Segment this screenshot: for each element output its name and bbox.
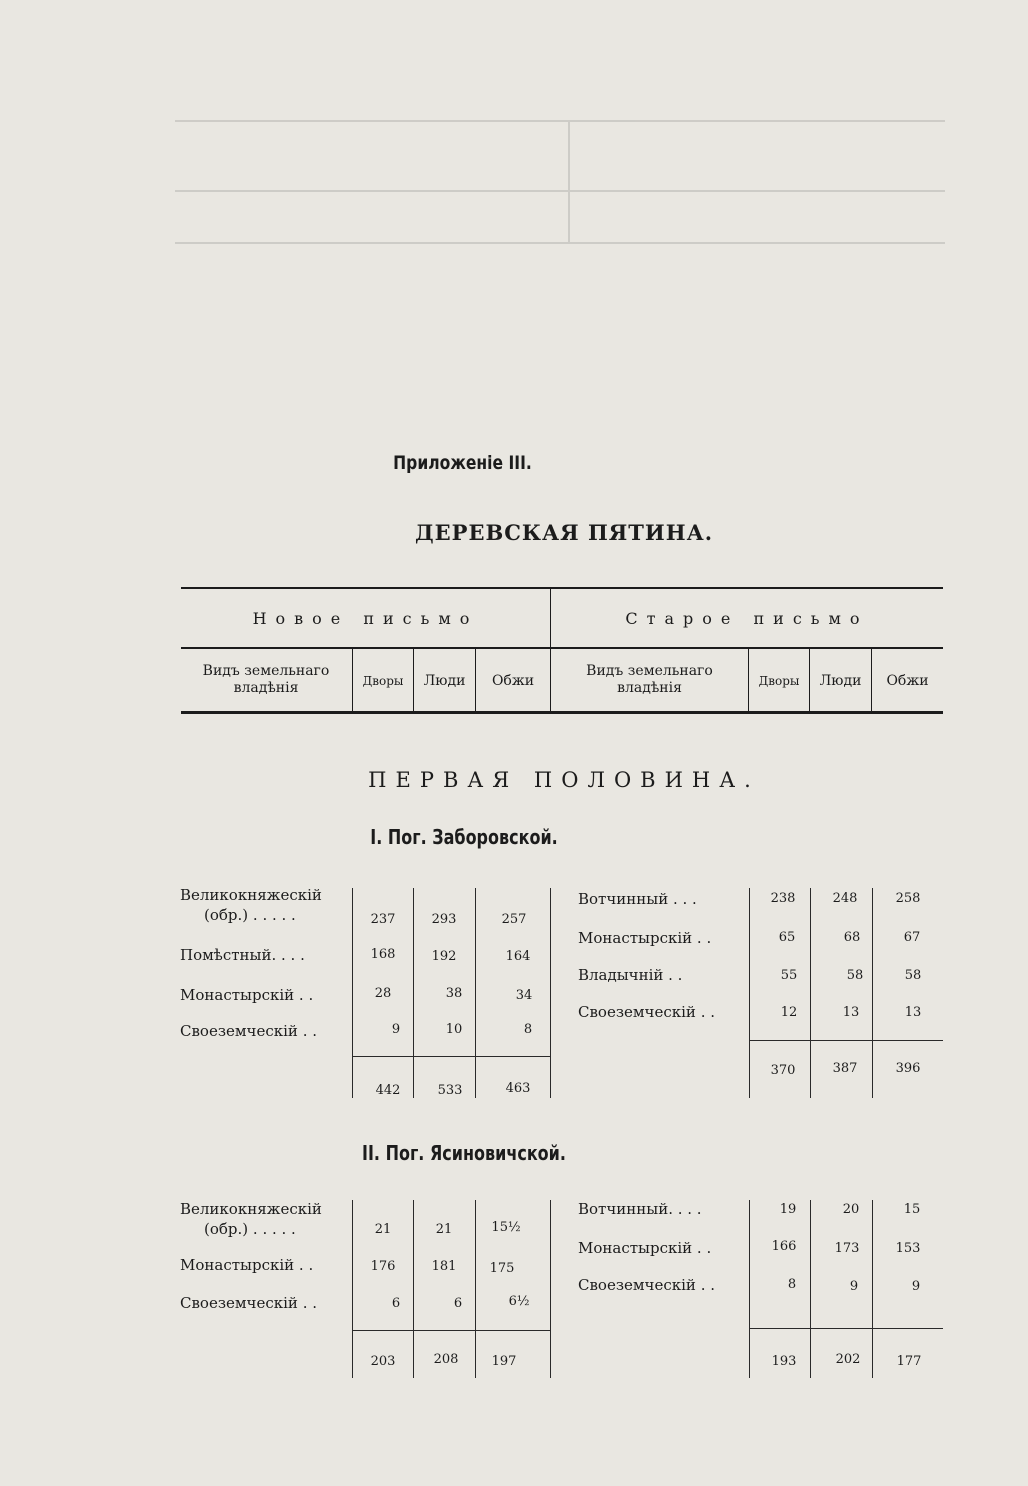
- old-lyudi-cell: 173: [834, 1241, 860, 1256]
- new-lyudi-cell: 6: [453, 1296, 463, 1311]
- old-obzhi-cell: 9: [911, 1279, 921, 1294]
- section-title: I. Пог. Заборовской.: [370, 825, 558, 849]
- new-dvory-cell: 21: [374, 1222, 392, 1237]
- row-label-cont: (обр.) . . . . .: [204, 1220, 296, 1238]
- old-lyudi-cell: 13: [842, 1005, 860, 1020]
- row-label: Своеземческій . .: [578, 1276, 715, 1294]
- old-dvory-cell: 65: [778, 930, 796, 945]
- new-obzhi-cell: 34: [515, 988, 533, 1003]
- old-obzhi-cell: 153: [895, 1241, 921, 1256]
- new-total-dvory: 442: [375, 1083, 401, 1098]
- row-label: Своеземческій . .: [180, 1294, 317, 1312]
- old-total-obzhi: 396: [895, 1061, 921, 1076]
- new-dvory-cell: 237: [370, 912, 396, 927]
- old-dvory-cell: 12: [780, 1005, 798, 1020]
- old-total-dvory: 370: [770, 1063, 796, 1078]
- bleed-through: [175, 110, 945, 560]
- old-total-lyudi: 202: [835, 1352, 861, 1367]
- new-total-obzhi: 463: [505, 1081, 531, 1096]
- row-label: Монастырскій . .: [578, 929, 712, 947]
- new-obzhi-cell: 15½: [491, 1220, 521, 1235]
- old-total-lyudi: 387: [832, 1061, 858, 1076]
- row-label: Вотчинный. . . .: [578, 1200, 702, 1218]
- appendix-title: Приложенiе III.: [393, 452, 532, 474]
- pyatina-title: ДЕРЕВСКАЯ ПЯТИНА.: [414, 520, 714, 545]
- old-obzhi-cell: 13: [904, 1005, 922, 1020]
- old-obzhi-cell: 258: [895, 891, 921, 906]
- old-total-obzhi: 177: [896, 1354, 922, 1369]
- old-dvory-cell: 55: [780, 968, 798, 983]
- new-lyudi-cell: 38: [445, 986, 463, 1001]
- new-lyudi-cell: 10: [445, 1022, 463, 1037]
- row-label: Монастырскій . .: [180, 986, 314, 1004]
- new-dvory-cell: 176: [370, 1259, 396, 1274]
- half-title: ПЕРВАЯ ПОЛОВИНА.: [368, 768, 760, 792]
- row-label: Помѣстный. . . .: [180, 946, 305, 964]
- old-total-dvory: 193: [771, 1354, 797, 1369]
- new-lyudi-heading: Люди: [423, 673, 466, 689]
- old-obzhi-cell: 15: [903, 1202, 921, 1217]
- old-lyudi-cell: 248: [832, 891, 858, 906]
- new-dvory-cell: 168: [370, 947, 396, 962]
- old-lyudi-cell: 68: [843, 930, 861, 945]
- old-letter-heading: Старое письмо: [625, 609, 869, 628]
- new-dvory-heading: Дворы: [362, 674, 404, 688]
- old-dvory-cell: 8: [787, 1277, 797, 1292]
- old-dvory-cell: 238: [770, 891, 796, 906]
- new-obzhi-cell: 6½: [508, 1294, 530, 1309]
- new-obzhi-cell: 175: [489, 1261, 515, 1276]
- new-total-lyudi: 533: [437, 1083, 463, 1098]
- new-lyudi-cell: 192: [431, 949, 457, 964]
- old-lyudi-cell: 20: [842, 1202, 860, 1217]
- new-lyudi-cell: 293: [431, 912, 457, 927]
- old-dvory-cell: 166: [771, 1239, 797, 1254]
- old-lyudi-cell: 58: [846, 968, 864, 983]
- new-obzhi-cell: 164: [505, 949, 531, 964]
- column-header: [181, 587, 943, 715]
- new-obzhi-heading: Обжи: [491, 673, 535, 689]
- new-dvory-cell: 6: [391, 1296, 401, 1311]
- old-obzhi-cell: 67: [903, 930, 921, 945]
- row-label: Владычній . .: [578, 966, 683, 984]
- row-label-cont: (обр.) . . . . .: [204, 906, 296, 924]
- new-obzhi-cell: 8: [523, 1022, 533, 1037]
- old-dvory-heading: Дворы: [758, 674, 800, 688]
- row-label: Своеземческій . .: [180, 1022, 317, 1040]
- new-lyudi-cell: 181: [431, 1259, 457, 1274]
- old-obzhi-heading: Обжи: [886, 673, 929, 689]
- old-lyudi-heading: Люди: [819, 673, 862, 689]
- old-dvory-cell: 19: [779, 1202, 797, 1217]
- new-letter-heading: Новое письмо: [252, 609, 479, 628]
- old-lyudi-cell: 9: [849, 1279, 859, 1294]
- section-title: II. Пог. Ясиновичской.: [362, 1141, 566, 1165]
- new-total-lyudi: 208: [433, 1352, 459, 1367]
- row-label: Великокняжескій: [180, 1200, 322, 1218]
- new-total-dvory: 203: [370, 1354, 396, 1369]
- old-obzhi-cell: 58: [904, 968, 922, 983]
- new-lyudi-cell: 21: [435, 1222, 453, 1237]
- row-label: Своеземческій . .: [578, 1003, 715, 1021]
- new-dvory-cell: 28: [374, 986, 392, 1001]
- row-label: Монастырскій . .: [180, 1256, 314, 1274]
- new-obzhi-cell: 257: [501, 912, 527, 927]
- row-label: Великокняжескій: [180, 886, 322, 904]
- row-label: Вотчинный . . .: [578, 890, 697, 908]
- new-kind-heading: Видъ земельнаго владѣнія: [202, 663, 330, 696]
- row-label: Монастырскій . .: [578, 1239, 712, 1257]
- old-kind-heading: Видъ земельнаго владѣнія: [586, 663, 713, 696]
- new-dvory-cell: 9: [391, 1022, 401, 1037]
- new-total-obzhi: 197: [491, 1354, 517, 1369]
